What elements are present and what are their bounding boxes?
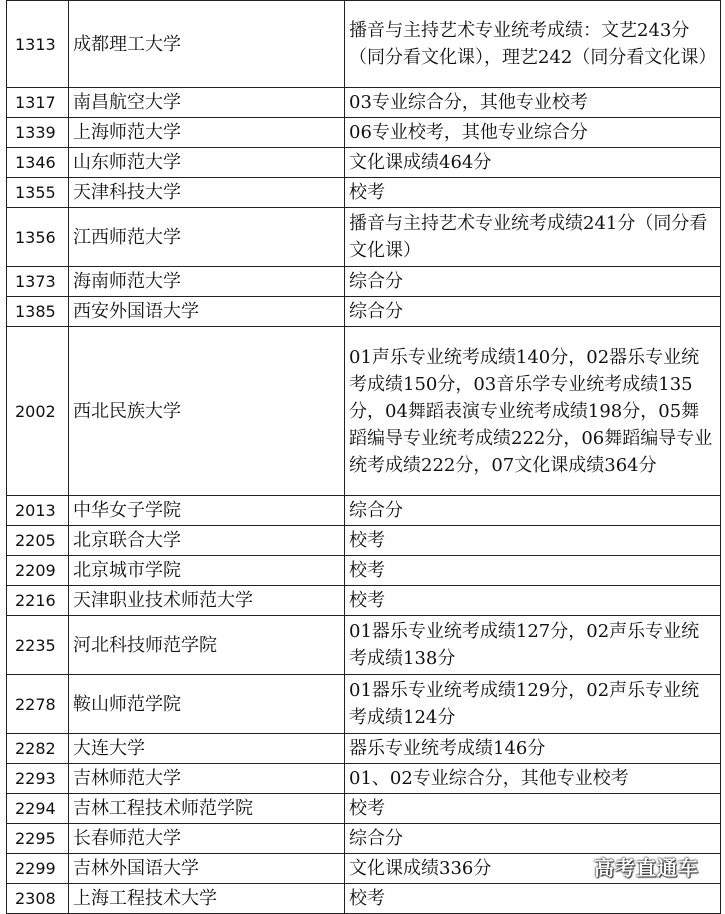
school-name-cell: 北京城市学院	[69, 556, 345, 586]
table-row	[7, 675, 721, 734]
school-code-cell: 2295	[7, 824, 69, 854]
school-name-cell: 长春师范大学	[69, 824, 345, 854]
table-row	[7, 526, 721, 556]
admission-note-cell: 03专业综合分，其他专业校考	[345, 88, 721, 118]
admission-note-cell: 文化课成绩464分	[345, 148, 721, 178]
table-row	[7, 267, 721, 297]
school-code-cell: 2282	[7, 734, 69, 764]
table-row	[7, 586, 721, 616]
admission-note-cell: 校考	[345, 586, 721, 616]
admission-note-cell: 综合分	[345, 824, 721, 854]
school-name-cell: 北京联合大学	[69, 526, 345, 556]
admission-note-cell: 综合分	[345, 297, 721, 327]
table-row	[7, 884, 721, 914]
admission-note-cell: 播音与主持艺术专业统考成绩：文艺243分（同分看文化课），理艺242（同分看文化课）	[345, 1, 721, 88]
school-name-cell: 山东师范大学	[69, 148, 345, 178]
school-code-cell: 1385	[7, 297, 69, 327]
table-row	[7, 734, 721, 764]
admission-score-table	[6, 0, 721, 914]
admission-note-cell: 校考	[345, 178, 721, 208]
table-row	[7, 88, 721, 118]
table-row	[7, 616, 721, 675]
school-name-cell: 中华女子学院	[69, 496, 345, 526]
school-code-cell: 2209	[7, 556, 69, 586]
school-name-cell: 鞍山师范学院	[69, 675, 345, 734]
school-name-cell: 上海工程技术大学	[69, 884, 345, 914]
admission-note-cell: 器乐专业统考成绩146分	[345, 734, 721, 764]
school-code-cell: 1313	[7, 1, 69, 88]
admission-note-cell: 校考	[345, 556, 721, 586]
admission-note-cell: 校考	[345, 526, 721, 556]
table-row	[7, 208, 721, 267]
school-name-cell: 成都理工大学	[69, 1, 345, 88]
admission-note-cell: 01、02专业综合分，其他专业校考	[345, 764, 721, 794]
table-row	[7, 148, 721, 178]
table-row	[7, 178, 721, 208]
watermark-label: 高考直通车	[594, 856, 699, 880]
school-code-cell: 1317	[7, 88, 69, 118]
school-name-cell: 天津科技大学	[69, 178, 345, 208]
admission-note-cell: 06专业校考，其他专业综合分	[345, 118, 721, 148]
school-name-cell: 南昌航空大学	[69, 88, 345, 118]
table-row	[7, 556, 721, 586]
admission-note-cell: 综合分	[345, 496, 721, 526]
school-name-cell: 海南师范大学	[69, 267, 345, 297]
table-row	[7, 327, 721, 496]
table-row	[7, 764, 721, 794]
school-code-cell: 1373	[7, 267, 69, 297]
school-code-cell: 2013	[7, 496, 69, 526]
table-body	[7, 1, 721, 914]
school-name-cell: 吉林师范大学	[69, 764, 345, 794]
school-code-cell: 2299	[7, 854, 69, 884]
school-name-cell: 吉林工程技术师范学院	[69, 794, 345, 824]
school-code-cell: 1356	[7, 208, 69, 267]
school-code-cell: 2278	[7, 675, 69, 734]
school-name-cell: 河北科技师范学院	[69, 616, 345, 675]
school-name-cell: 西安外国语大学	[69, 297, 345, 327]
admission-note-cell: 文化课成绩336分	[345, 854, 721, 884]
admission-note-cell: 01器乐专业统考成绩129分，02声乐专业统考成绩124分	[345, 675, 721, 734]
school-code-cell: 1355	[7, 178, 69, 208]
admission-note-cell: 01声乐专业统考成绩140分，02器乐专业统考成绩150分，03音乐学专业统考成绩135分，04舞蹈表演专业统考成绩198分，05舞蹈编导专业统考成绩222分，06舞蹈编导专业统考成绩222分，07文化课成绩364分	[345, 327, 721, 496]
admission-note-cell: 01器乐专业统考成绩127分，02声乐专业统考成绩138分	[345, 616, 721, 675]
school-code-cell: 2308	[7, 884, 69, 914]
table-row	[7, 824, 721, 854]
table-row	[7, 297, 721, 327]
table-row	[7, 118, 721, 148]
school-code-cell: 2294	[7, 794, 69, 824]
school-code-cell: 2205	[7, 526, 69, 556]
admission-note-cell: 综合分	[345, 267, 721, 297]
school-name-cell: 江西师范大学	[69, 208, 345, 267]
school-name-cell: 大连大学	[69, 734, 345, 764]
school-code-cell: 2293	[7, 764, 69, 794]
school-code-cell: 1346	[7, 148, 69, 178]
school-name-cell: 西北民族大学	[69, 327, 345, 496]
admission-note-cell: 校考	[345, 884, 721, 914]
school-code-cell: 1339	[7, 118, 69, 148]
table-row	[7, 496, 721, 526]
school-code-cell: 2235	[7, 616, 69, 675]
school-code-cell: 2002	[7, 327, 69, 496]
school-name-cell: 上海师范大学	[69, 118, 345, 148]
school-code-cell: 2216	[7, 586, 69, 616]
admission-note-cell: 校考	[345, 794, 721, 824]
school-name-cell: 吉林外国语大学	[69, 854, 345, 884]
table-row	[7, 794, 721, 824]
table-row	[7, 1, 721, 88]
school-name-cell: 天津职业技术师范大学	[69, 586, 345, 616]
admission-note-cell: 播音与主持艺术专业统考成绩241分（同分看文化课）	[345, 208, 721, 267]
